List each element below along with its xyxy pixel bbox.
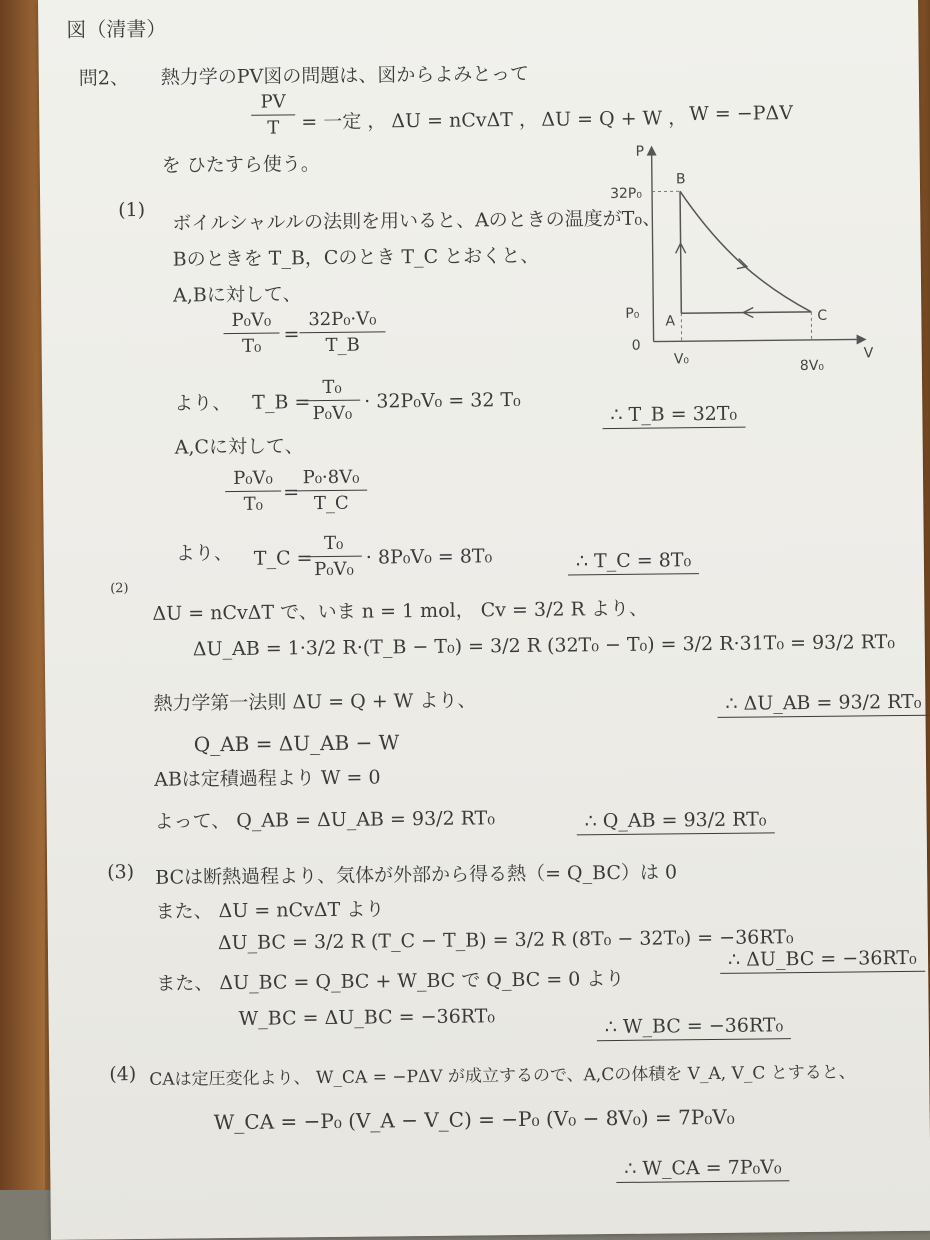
page-heading: 図（清書） [66, 16, 167, 42]
answer-qab: ∴ Q_AB = 93/2 RT₀ [577, 808, 775, 835]
part1-tc-lhs: T_C = [253, 547, 313, 570]
part1-tb-lhs: T_B = [252, 391, 311, 414]
p-axis [652, 154, 654, 342]
v-axis-label: V [863, 345, 874, 362]
notebook-page [38, 0, 930, 1240]
pv-diagram [610, 139, 882, 382]
tick-32p0: 32P₀ [609, 185, 643, 203]
equals-sign: = [283, 481, 300, 504]
part2-line4: Q_AB = ΔU_AB − W [193, 730, 400, 757]
part3-line5: W_BC = ΔU_BC = −36RT₀ [238, 1005, 496, 1030]
part1-line2: Bのときを T_B，Cのとき T_C とおくと、 [172, 244, 540, 271]
fraction-denominator: P₀V₀ [312, 402, 353, 425]
process-bc [680, 190, 811, 313]
wood-background-left [0, 0, 45, 1240]
answer-tc: ∴ T_C = 8T₀ [568, 549, 699, 575]
part1-eqA-left-fraction [223, 309, 279, 357]
fraction-numerator: T₀ [306, 533, 362, 558]
equation-internal-energy: ΔU = nCvΔT ， [391, 108, 539, 133]
equation-first-law: ΔU = Q + W ， [541, 107, 688, 131]
intro-instruction: を ひたすら使う。 [161, 153, 320, 177]
fraction-numerator: T₀ [304, 377, 360, 402]
fraction-numerator: P₀V₀ [223, 309, 279, 334]
part2-label: (2) [110, 581, 129, 597]
part1-eqC-left-fraction [225, 467, 281, 515]
equation-work: W = −PΔV [689, 102, 794, 126]
fraction-denominator: T₀ [243, 493, 264, 515]
part1-label: (1) [118, 198, 146, 222]
v-axis [654, 339, 857, 341]
answer-wca: ∴ W_CA = 7P₀V₀ [616, 1156, 790, 1183]
equation-constant: = 一定 ， [301, 110, 387, 134]
part3-line2: また、 ΔU = nCvΔT より [155, 898, 385, 923]
fraction-denominator: P₀V₀ [314, 558, 354, 581]
part3-label: (3) [107, 861, 135, 884]
point-c-label: C [817, 307, 828, 324]
part4-line2: W_CA = −P₀ (V_A − V_C) = −P₀ (V₀ − 8V₀) = 7P₀V₀ [213, 1104, 735, 1135]
answer-tb: ∴ T_B = 32T₀ [602, 403, 745, 429]
part1-line-ac: A,Cに対して、 [174, 435, 304, 459]
part2-line6: よって、 Q_AB = ΔU_AB = 93/2 RT₀ [154, 807, 496, 833]
tick-v0: V₀ [673, 351, 690, 368]
part2-line3: 熱力学第一法則 ΔU = Q + W より、 [153, 689, 477, 715]
tick-p0: P₀ [625, 305, 640, 322]
point-a-label: A [665, 313, 676, 330]
part1-eqA-right-fraction [299, 308, 385, 356]
part2-line2: ΔU_AB = 1·3/2 R·(T_B − T₀) = 3/2 R (32T₀ − T₀) = 3/2 R·31T₀ = 93/2 RT₀ [192, 631, 896, 661]
answer-ubc: ∴ ΔU_BC = −36RT₀ [720, 947, 925, 974]
process-ca [681, 312, 811, 313]
part4-line1: CAは定圧変化より、 W_CA = −PΔV が成立するので、A,Cの体積を V_A, V_C とすると、 [149, 1062, 856, 1090]
part2-line1: ΔU = nCvΔT で、いま n = 1 mol， Cv = 3/2 R より、 [152, 597, 649, 625]
part3-line4: また、 ΔU_BC = Q_BC + W_BC で Q_BC = 0 より [156, 967, 625, 995]
fraction-numerator: PV [251, 91, 295, 115]
part1-line3: A,Bに対して、 [172, 283, 302, 307]
part1-tb-fraction [304, 377, 360, 425]
fraction-numerator: 32P₀·V₀ [299, 308, 385, 333]
intro-line: 熱力学のPV図の問題は、図からよみとって [160, 62, 530, 89]
fraction-numerator: P₀·8V₀ [295, 467, 367, 492]
fraction-denominator: T [267, 117, 280, 139]
fraction-numerator: P₀V₀ [225, 467, 281, 492]
v-axis-arrow-icon [857, 334, 867, 344]
fraction-denominator: T_C [313, 492, 349, 515]
part1-tc-fraction [306, 533, 362, 581]
part1-eqC-right-fraction [295, 467, 367, 515]
p-axis-label: P [635, 143, 645, 160]
fraction-denominator: T_B [325, 334, 360, 357]
part1-tb-rhs: · 32P₀V₀ = 32 T₀ [364, 388, 521, 413]
part1-yori2: より、 [175, 541, 233, 565]
part1-line1: ボイルシャルルの法則を用いると、Aのときの温度がT₀、 [172, 207, 662, 235]
question-label: 問2、 [78, 67, 130, 90]
part4-label: (4) [109, 1063, 137, 1086]
fraction-denominator: T₀ [241, 335, 262, 357]
origin-label: 0 [631, 337, 641, 354]
part3-line3: ΔU_BC = 3/2 R (T_C − T_B) = 3/2 R (8T₀ − 32T₀) = −36RT₀ [217, 926, 794, 955]
tick-8v0: 8V₀ [799, 357, 825, 375]
process-ab [680, 191, 681, 313]
part1-tc-rhs: · 8P₀V₀ = 8T₀ [365, 545, 493, 569]
answer-uab: ∴ ΔU_AB = 93/2 RT₀ [717, 691, 929, 718]
part3-line1: BCは断熱過程より、気体が外部から得る熱（= Q_BC）は 0 [155, 861, 678, 889]
equals-sign: = [283, 323, 300, 346]
p-axis-arrow-icon [647, 146, 657, 156]
pv-over-t-fraction [251, 91, 295, 138]
part1-yori1: より、 [174, 391, 232, 415]
answer-wbc: ∴ W_BC = −36RT₀ [597, 1014, 792, 1041]
point-b-label: B [675, 171, 686, 188]
part2-line5: ABは定積過程より W = 0 [154, 766, 381, 791]
